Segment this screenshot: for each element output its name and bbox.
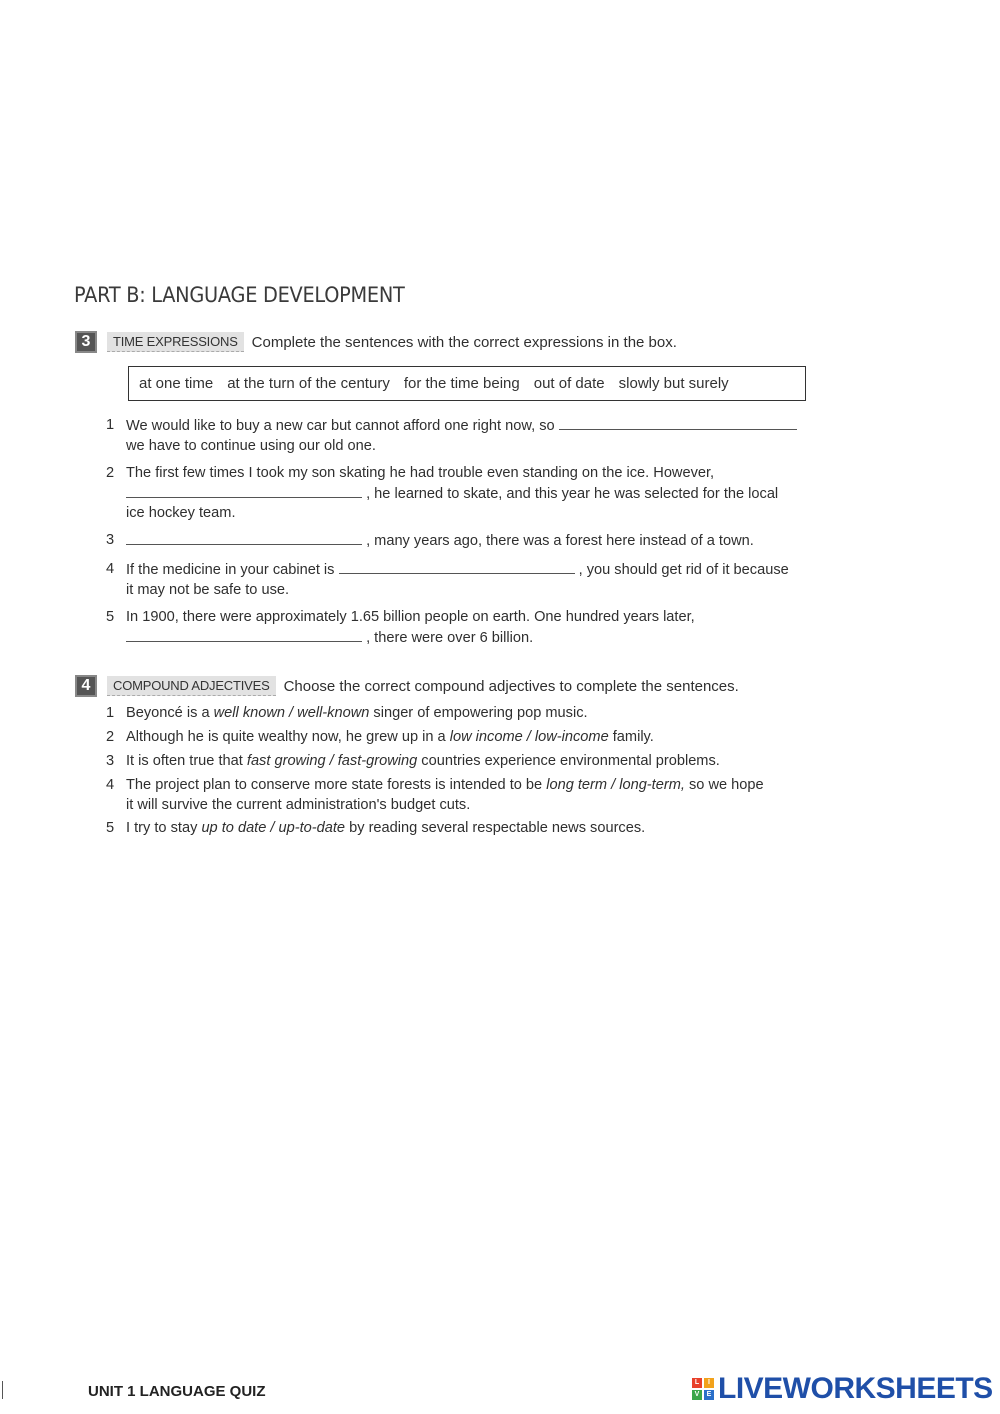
question-text: we have to continue using our old one.: [126, 437, 376, 454]
question-number: 2: [106, 465, 115, 481]
question-text: so we hope: [688, 777, 764, 793]
logo-square: I: [704, 1378, 714, 1388]
question-number: 5: [106, 609, 115, 625]
word-option: slowly but surely: [618, 375, 729, 392]
logo-square: L: [692, 1378, 702, 1388]
exercise-instruction: Choose the correct compound adjectives to complete the sentences.: [283, 677, 739, 695]
logo-square: V: [692, 1390, 702, 1400]
logo-square: E: [704, 1390, 714, 1400]
question-number: 1: [106, 417, 115, 433]
question-text: In 1900, there were approximately 1.65 billion people on earth. One hundred years later,: [126, 609, 695, 625]
question-text: , many years ago, there was a forest here instead of a town.: [366, 533, 754, 549]
word-option: at one time: [139, 375, 214, 392]
question-text: family.: [612, 729, 654, 745]
word-option: at the turn of the century: [227, 375, 390, 392]
part-title: PART B: LANGUAGE DEVELOPMENT: [74, 283, 405, 307]
logo-text: LIVEWORKSHEETS: [718, 1372, 993, 1405]
scan-mark: [2, 1381, 3, 1399]
question-text: Beyoncé is a: [126, 705, 210, 721]
logo-icon: [692, 1378, 714, 1400]
question-number: 3: [106, 753, 115, 769]
answer-options[interactable]: up to date / up-to-date: [201, 820, 346, 836]
question-text: , you should get rid of it because: [578, 562, 789, 578]
question-text: It is often true that: [126, 753, 243, 769]
question-text: , there were over 6 billion.: [366, 629, 534, 646]
word-option: out of date: [533, 375, 605, 392]
exercise-label: TIME EXPRESSIONS: [107, 332, 244, 352]
exercise-4-header: [75, 675, 739, 697]
answer-blank[interactable]: [559, 416, 797, 430]
answer-options[interactable]: low income / low-income: [449, 729, 609, 745]
footer-title: UNIT 1 LANGUAGE QUIZ: [88, 1383, 266, 1400]
word-box: [128, 366, 806, 401]
answer-options[interactable]: well known / well-known: [213, 705, 370, 721]
answer-options[interactable]: long term / long-term,: [546, 777, 685, 793]
question-number: 1: [106, 705, 115, 721]
liveworksheets-logo[interactable]: [692, 1372, 993, 1406]
question-text: , he learned to skate, and this year he was selected for the local: [366, 485, 779, 502]
question-text: The first few times I took my son skating he had trouble even standing on the ice. However,: [126, 465, 715, 481]
answer-blank[interactable]: [126, 628, 362, 642]
question-text: singer of empowering pop music.: [373, 705, 588, 721]
exercise-number: 4: [75, 675, 97, 697]
question-text: I try to stay: [126, 820, 198, 836]
exercise-label: COMPOUND ADJECTIVES: [107, 676, 276, 696]
question-number: 3: [106, 532, 115, 548]
question-text: ice hockey team.: [126, 505, 236, 521]
question-text: Although he is quite wealthy now, he grew up in a: [126, 729, 446, 745]
word-option: for the time being: [403, 375, 520, 392]
question-text: it will survive the current administration's budget cuts.: [126, 796, 471, 813]
answer-options[interactable]: fast growing / fast-growing: [246, 753, 418, 769]
answer-blank[interactable]: [126, 531, 362, 545]
question-number: 4: [106, 777, 115, 793]
question-text: by reading several respectable news sources.: [349, 820, 646, 836]
question-text: We would like to buy a new car but cannot afford one right now, so: [126, 418, 555, 434]
question-number: 5: [106, 820, 115, 836]
exercise-instruction: Complete the sentences with the correct expressions in the box.: [251, 333, 677, 351]
question-text: The project plan to conserve more state forests is intended to be: [126, 777, 543, 793]
question-number: 4: [106, 561, 115, 577]
exercise-number: 3: [75, 331, 97, 353]
question-text: countries experience environmental problems.: [421, 753, 720, 769]
answer-blank[interactable]: [126, 484, 362, 498]
question-text: it may not be safe to use.: [126, 581, 290, 598]
question-number: 2: [106, 729, 115, 745]
exercise-3-header: [75, 331, 677, 353]
answer-blank[interactable]: [339, 560, 575, 574]
question-text: If the medicine in your cabinet is: [126, 562, 335, 578]
